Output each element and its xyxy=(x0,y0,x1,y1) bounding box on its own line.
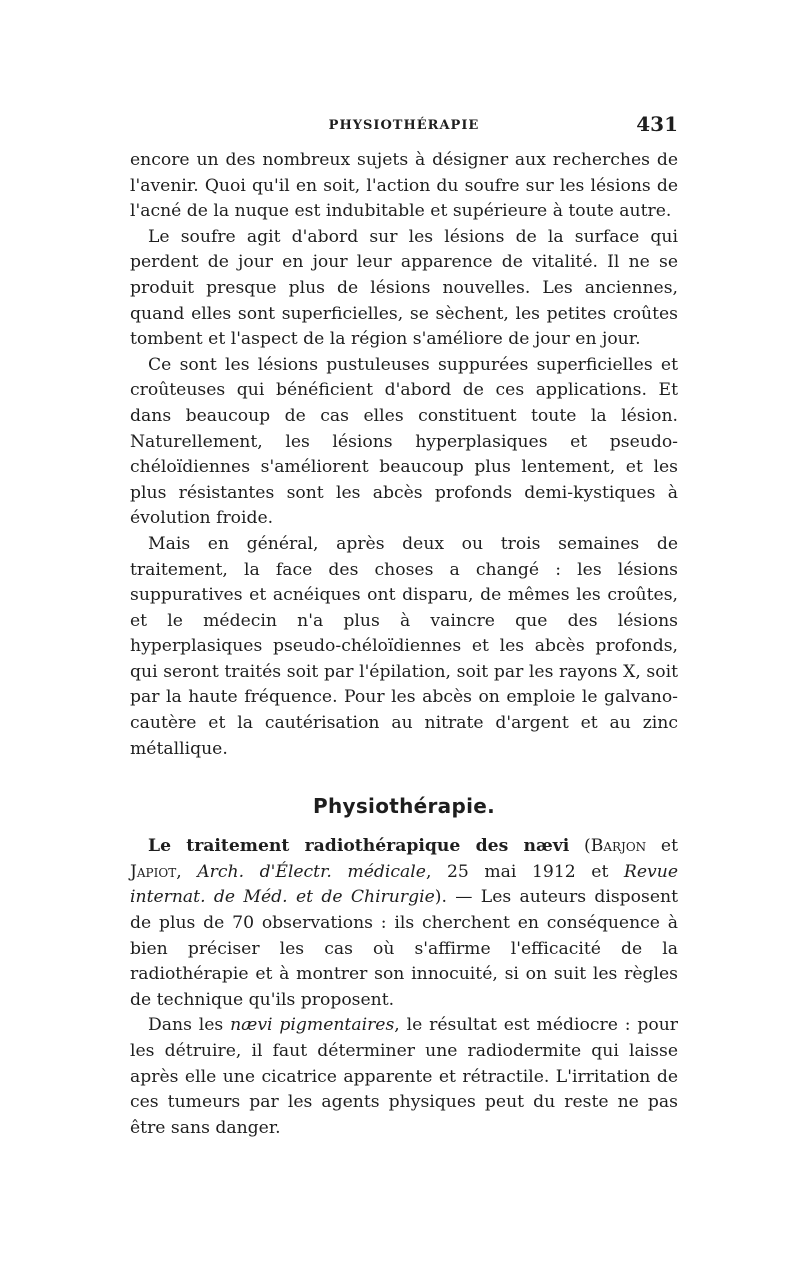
p2-start: Dans les xyxy=(148,1015,231,1036)
p2-rest: , le résultat est médiocre : pour les détruire, il faut déterminer une radiodermite qui laisse après elle une cicatrice apparente et rétractile. L'irritation de ces tumeurs par les agents physiques peut du reste ne pas être sans danger. xyxy=(130,1015,679,1138)
paragraph-1: encore un des nombreux sujets à désigner aux recherches de l'avenir. Quoi qu'il en soit, l'action du soufre sur les lésions de l'acné de la nuque est indubitable et supérieure à toute autre. xyxy=(130,150,678,222)
author-1: Barjon xyxy=(590,836,647,857)
comma: , xyxy=(176,861,198,882)
article-body: ). — Les auteurs disposent de plus de 70 observations : ils cherchent en conséquence à bien préciser les cas où s'affirme l'efficacité de la radiothérapie et à montrer son innocuité, si on suit les règles de technique qu'ils proposent. xyxy=(130,887,678,1010)
p2-italic: nævi pigmentaires xyxy=(230,1015,395,1036)
open-paren: ( xyxy=(569,836,591,857)
conjunction: et xyxy=(646,836,678,857)
journal-2: Revue internat. de Méd. et de Chirurgie xyxy=(130,861,678,908)
paragraph-2: Le soufre agit d'abord sur les lésions de la surface qui perdent de jour en jour leur apparence de vitalité. Il ne se produit presque plus de lésions nouvelles. Les anciennes, quand elles sont superficielles, se sèchent, les petites croûtes tombent et l'aspect de la région s'améliore de jour en jour. xyxy=(130,226,678,350)
section-heading: Physiothérapie. xyxy=(313,794,495,819)
article-paragraph-1 xyxy=(130,834,678,1013)
book-page xyxy=(130,112,678,1141)
article-title: Le traitement radiothérapique des nævi xyxy=(148,836,570,857)
author-2: Japiot xyxy=(130,861,177,882)
running-head xyxy=(130,112,678,140)
page-number: 431 xyxy=(636,112,678,136)
paragraph-4: Mais en général, après deux ou trois semaines de traitement, la face des choses a changé : les lésions suppuratives et acnéiques ont disparu, de mêmes les croûtes, et le médecin n'a plus à vaincre que des lésions hyperplasiques pseudo-chéloïdiennes et les abcès profonds, qui seront traités soit par l'épilation, soit par les rayons X, soit par la haute fréquence. Pour les abcès on emploie le galvano-cautère et la cautérisation au nitrate d'argent et au zinc métallique. xyxy=(130,533,678,759)
journal-1: Arch. d'Électr. médicale xyxy=(197,861,426,882)
date-1: , 25 mai 1912 et xyxy=(425,861,624,882)
running-title: PHYSIOTHÉRAPIE xyxy=(328,118,480,133)
paragraph-3: Ce sont les lésions pustuleuses suppurées superficielles et croûteuses qui bénéficient d'abord de ces applications. Et dans beaucoup de cas elles constituent toute la lésion. Naturellement, les lésions hyperplasiques et pseudo-chéloïdiennes s'améliorent beaucoup plus lentement, et les plus résistantes sont les abcès profonds demi-kystiques à évolution froide. xyxy=(130,354,678,529)
article-paragraph-2 xyxy=(130,1013,678,1141)
